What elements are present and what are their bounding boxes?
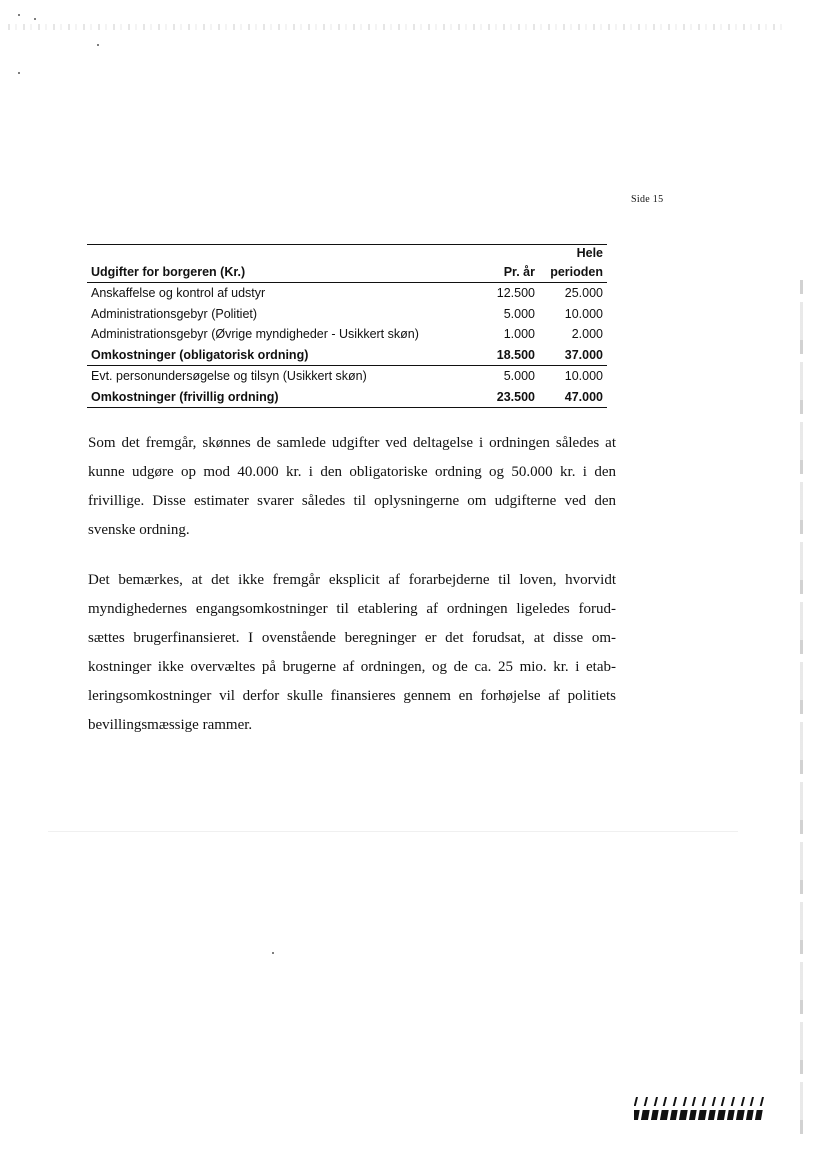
row-per-year: 5.000 — [503, 306, 535, 321]
row-label: Administrationsgebyr (Politiet) — [91, 306, 258, 321]
header-empty-cell — [469, 245, 543, 263]
page-number: Side 15 — [631, 194, 664, 205]
barcode-bottom-blocks — [634, 1110, 763, 1120]
row-label: Evt. personundersøgelse og tilsyn (Usikkert skøn) — [91, 369, 367, 384]
row-period: 10.000 — [564, 306, 603, 321]
paragraph: Det bemærkes, at det ikke fremgår eksplicit af forarbejderne til loven, hvorvidt myndighedernes engangsomkostninger til etablering af ordningen ligeledes forud-sættes brugerfinansieret. I ovenstående beregninger er det forudsat, at disse om-kostninger ikke overvæltes på brugerne af ordningen, og de ca. 25 mio. kr. i etab-leringsomkostninger vil derfor skulle finansieres gennem en forhøjelse af politiets bevillingsmæssige rammer. — [88, 572, 616, 733]
scan-speck — [18, 14, 20, 16]
row-label: Administrationsgebyr (Øvrige myndigheder - Usikkert skøn) — [91, 327, 419, 342]
header-col2-line1: Hele — [576, 246, 603, 260]
table-row — [87, 366, 607, 387]
table-header-row-top — [87, 245, 607, 263]
row-per-year: 12.500 — [496, 286, 535, 301]
row-period: 10.000 — [564, 369, 603, 384]
row-period: 47.000 — [543, 387, 607, 408]
row-per-year: 23.500 — [469, 387, 543, 408]
table-row — [87, 304, 607, 325]
barcode-stamp — [634, 1097, 766, 1121]
row-per-year: 1.000 — [503, 327, 535, 342]
table-total-row — [87, 387, 607, 408]
table-row — [87, 324, 607, 345]
row-period: 25.000 — [564, 286, 603, 301]
row-label: Omkostninger (obligatorisk ordning) — [87, 345, 469, 366]
header-col1: Pr. år — [503, 265, 535, 279]
scan-speck — [18, 72, 20, 74]
scan-noise-line — [48, 831, 738, 832]
table-header-row — [87, 262, 607, 283]
scan-speck — [34, 18, 36, 20]
cost-table — [87, 244, 607, 408]
row-per-year: 5.000 — [503, 369, 535, 384]
scan-speck — [97, 44, 99, 46]
scan-noise-right-edge — [800, 280, 803, 1140]
header-empty-cell — [87, 245, 469, 263]
header-col2-line2: perioden — [550, 265, 603, 279]
table-total-row — [87, 345, 607, 366]
barcode-top-strokes — [634, 1097, 764, 1106]
row-period: 37.000 — [543, 345, 607, 366]
scan-speck — [272, 952, 274, 954]
row-per-year: 18.500 — [469, 345, 543, 366]
row-label: Omkostninger (frivillig ordning) — [87, 387, 469, 408]
header-label: Udgifter for borgeren (Kr.) — [91, 265, 246, 279]
paragraph: Som det fremgår, skønnes de samlede udgifter ved deltagelse i ordningen således at kunne udgøre op mod 40.000 kr. i den obligatoriske ordning og 50.000 kr. i den frivillige. Disse estimater svarer således til oplysningerne om udgifterne ved den svenske ordning. — [88, 435, 616, 538]
table-row — [87, 283, 607, 304]
row-period: 2.000 — [571, 327, 603, 342]
table-body — [87, 283, 607, 408]
row-label: Anskaffelse og kontrol af udstyr — [91, 286, 266, 301]
scan-noise-top — [8, 24, 788, 30]
